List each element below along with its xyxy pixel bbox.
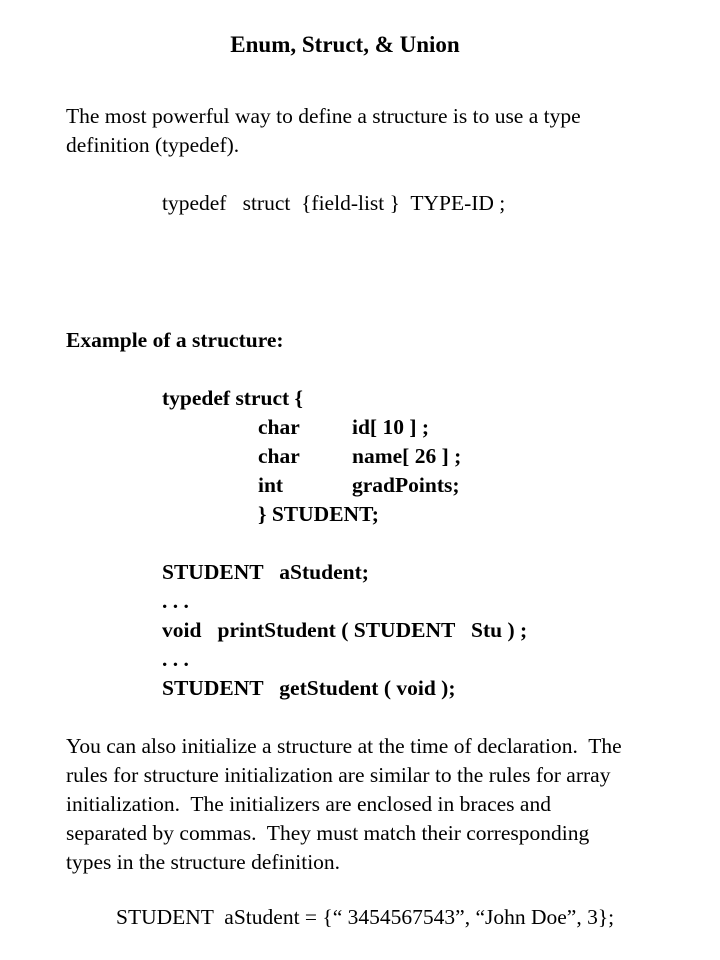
ellipsis-line-1: . . .	[162, 589, 189, 613]
ellipsis-line-2: . . .	[162, 647, 189, 671]
init-line-3: initialization. The initializers are enclosed in braces and	[66, 792, 551, 816]
typedef-open-line: typedef struct {	[162, 386, 304, 410]
typedef-close-line: } STUDENT;	[258, 502, 379, 526]
field-name-1: id[ 10 ] ;	[352, 415, 430, 439]
typedef-syntax: typedef struct {field-list } TYPE-ID ;	[162, 191, 506, 215]
field-type-3: int	[258, 473, 284, 497]
field-name-3: gradPoints;	[352, 473, 460, 497]
declaration-line-1: STUDENT aStudent;	[162, 560, 369, 584]
init-line-1: You can also initialize a structure at the time of declaration. The	[66, 734, 622, 758]
field-type-1: char	[258, 415, 300, 439]
declaration-line-2: void printStudent ( STUDENT Stu ) ;	[162, 618, 528, 642]
field-name-2: name[ 26 ] ;	[352, 444, 462, 468]
init-example: STUDENT aStudent = {“ 3454567543”, “John Doe”, 3};	[116, 905, 615, 929]
init-line-2: rules for structure initialization are similar to the rules for array	[66, 763, 611, 787]
init-line-4: separated by commas. They must match their corresponding	[66, 821, 590, 845]
declaration-line-3: STUDENT getStudent ( void );	[162, 676, 456, 700]
field-type-2: char	[258, 444, 300, 468]
example-heading: Example of a structure:	[66, 328, 284, 352]
page-title: Enum, Struct, & Union	[230, 32, 460, 57]
intro-line-2: definition (typedef).	[66, 133, 240, 157]
intro-line-1: The most powerful way to define a structure is to use a type	[66, 104, 581, 128]
init-line-5: types in the structure definition.	[66, 850, 341, 874]
